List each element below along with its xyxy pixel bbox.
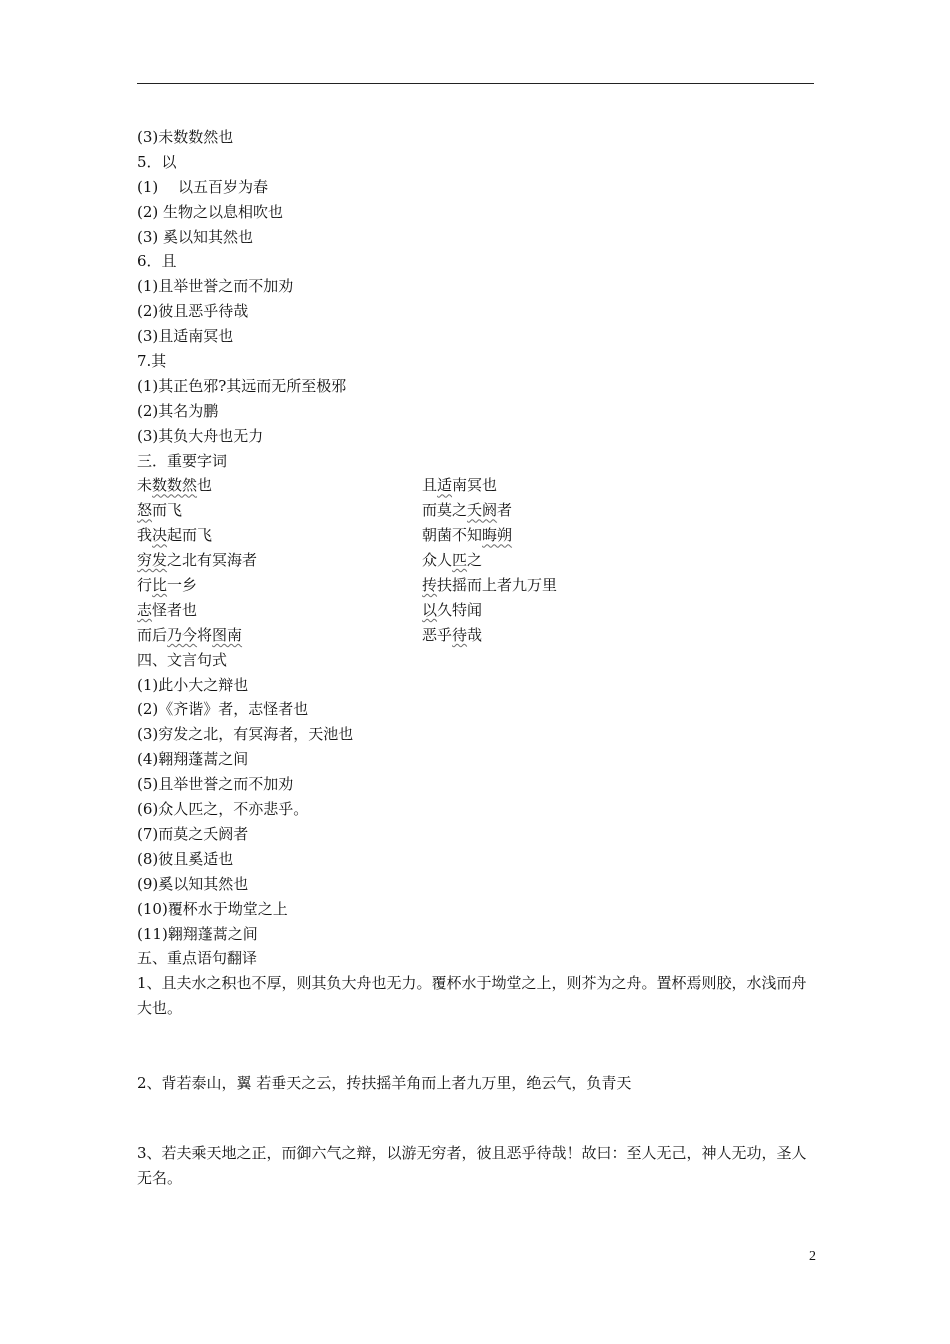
- vocab-row: [137, 548, 814, 573]
- vocab-text: 而莫之: [422, 501, 468, 520]
- key-word: 夭阏: [467, 501, 498, 520]
- vocab-entry-right: [422, 498, 512, 523]
- text-line: (3)其负大舟也无力: [137, 426, 264, 445]
- vocab-entry-right: [422, 573, 557, 598]
- key-word: 怒: [137, 501, 153, 520]
- key-word: 图南: [212, 625, 243, 644]
- key-word: 比: [152, 576, 168, 595]
- vocab-row: [137, 573, 814, 598]
- vocab-entry-left: [137, 523, 422, 548]
- vocab-entry-left: [137, 598, 422, 623]
- vocab-entry-right: [422, 548, 482, 573]
- vocab-text: 也: [197, 476, 213, 495]
- vocab-text: 南冥也: [452, 476, 498, 495]
- text-line: (2)《齐谐》者，志怪者也: [137, 700, 309, 719]
- key-word: 穷发: [137, 551, 168, 570]
- vocab-text: 而后: [137, 625, 168, 644]
- vocab-entry-left: [137, 573, 422, 598]
- text-line: (1)此小大之辩也: [137, 675, 249, 694]
- text-line: (3)未数数然也: [137, 128, 234, 146]
- text-line: (11)翱翔蓬蒿之间: [137, 924, 258, 943]
- translation-item-1: 1、且夫水之积也不厚，则其负大舟也无力。覆杯水于坳堂之上，则芥为之舟。置杯焉则胶，水浅而舟大也。: [137, 974, 807, 1018]
- vocab-text: 一乡: [167, 576, 198, 595]
- text-line: (7)而莫之夭阏者: [137, 824, 249, 843]
- vocab-text: 未: [137, 476, 153, 495]
- text-line: (5)且举世誉之而不加劝: [137, 775, 294, 794]
- text-line: (8)彼且奚适也: [137, 849, 234, 868]
- header-rule: [137, 83, 814, 84]
- text-line: (3)且适南冥也: [137, 327, 234, 346]
- answer-space-2: [137, 1096, 814, 1141]
- text-line: 5．以: [137, 152, 177, 171]
- translation-item-3: 3、若夫乘天地之正，而御六气之辩，以游无穷者，彼且恶乎待哉！故曰：至人无己，神人无功，圣人无名。: [137, 1144, 807, 1188]
- key-word: 志: [137, 600, 153, 619]
- vocab-row: [137, 623, 814, 648]
- vocab-row: [137, 598, 814, 623]
- vocab-text: 朝菌不知: [422, 526, 483, 545]
- text-line: (2)其名为鹏: [137, 401, 219, 420]
- key-word: 待: [452, 625, 468, 644]
- vocab-text: 行: [137, 576, 153, 595]
- text-line: 三．重要字词: [137, 451, 228, 470]
- document-body: [137, 125, 814, 1191]
- text-line: (9)奚以知其然也: [137, 874, 249, 893]
- text-line: (2)彼且恶乎待哉: [137, 302, 249, 321]
- vocab-text: 哉: [467, 625, 483, 644]
- vocab-entry-left: [137, 548, 422, 573]
- vocab-text: 恶乎: [422, 625, 453, 644]
- text-line: 五、重点语句翻译: [137, 949, 258, 968]
- vocab-entry-right: [422, 623, 482, 648]
- text-line: (6)众人匹之，不亦悲乎。: [137, 800, 309, 819]
- vocab-entry-right: [422, 598, 482, 623]
- text-line: (1)且举世誉之而不加劝: [137, 277, 294, 296]
- vocab-text: 而飞: [152, 501, 183, 520]
- key-word: 晦朔: [482, 526, 513, 545]
- vocab-row: [137, 523, 814, 548]
- text-line: (10)覆杯水于坳堂之上: [137, 899, 288, 918]
- text-line: (1) 以五百岁为春: [137, 177, 269, 196]
- key-word: 匹: [452, 551, 468, 570]
- vocab-text: 且: [422, 476, 438, 495]
- key-word: 以: [422, 600, 438, 619]
- page-number: 2: [809, 1249, 816, 1264]
- vocab-text: 者: [497, 501, 513, 520]
- vocab-entry-left: [137, 623, 422, 648]
- text-line: 7.其: [137, 352, 167, 371]
- vocab-entry-left: [137, 498, 422, 523]
- vocab-text: 之: [467, 551, 483, 570]
- vocab-entry-left: [137, 473, 422, 498]
- vocab-text: 众人: [422, 551, 453, 570]
- vocab-text: 怪者也: [152, 600, 198, 619]
- vocab-text: 之北有冥海者: [167, 551, 258, 570]
- vocab-row: [137, 498, 814, 523]
- vocab-text: 起而飞: [167, 526, 213, 545]
- vocab-text: 扶摇而上者九万里: [437, 576, 558, 595]
- key-word: 数数然: [152, 476, 198, 495]
- vocab-row: [137, 473, 814, 498]
- text-line: (2) 生物之以息相吹也: [137, 202, 284, 221]
- text-line: 6．且: [137, 252, 177, 271]
- key-word: 乃今: [167, 625, 198, 644]
- text-line: (1)其正色邪?其远而无所至极邪: [137, 376, 347, 395]
- translation-item-2: 2、背若泰山，翼 若垂天之云，抟扶摇羊角而上者九万里，绝云气，负青天: [137, 1074, 632, 1093]
- text-line: (4)翱翔蓬蒿之间: [137, 750, 249, 769]
- key-word: 决: [152, 526, 168, 545]
- vocab-entry-right: [422, 473, 497, 498]
- vocab-text: 我: [137, 526, 153, 545]
- section-sentence-patterns: [137, 648, 814, 972]
- text-line: 四、文言句式: [137, 650, 228, 669]
- vocab-text: 将: [197, 625, 213, 644]
- key-word: 适: [437, 476, 453, 495]
- section-particles: [137, 125, 814, 473]
- vocab-text: 久特闻: [437, 600, 483, 619]
- answer-space-1: [137, 1021, 814, 1071]
- section-vocabulary: [137, 473, 814, 647]
- key-word: 抟: [422, 576, 438, 595]
- vocab-entry-right: [422, 523, 512, 548]
- text-line: (3) 奚以知其然也: [137, 227, 254, 246]
- text-line: (3)穷发之北，有冥海者，天池也: [137, 725, 354, 744]
